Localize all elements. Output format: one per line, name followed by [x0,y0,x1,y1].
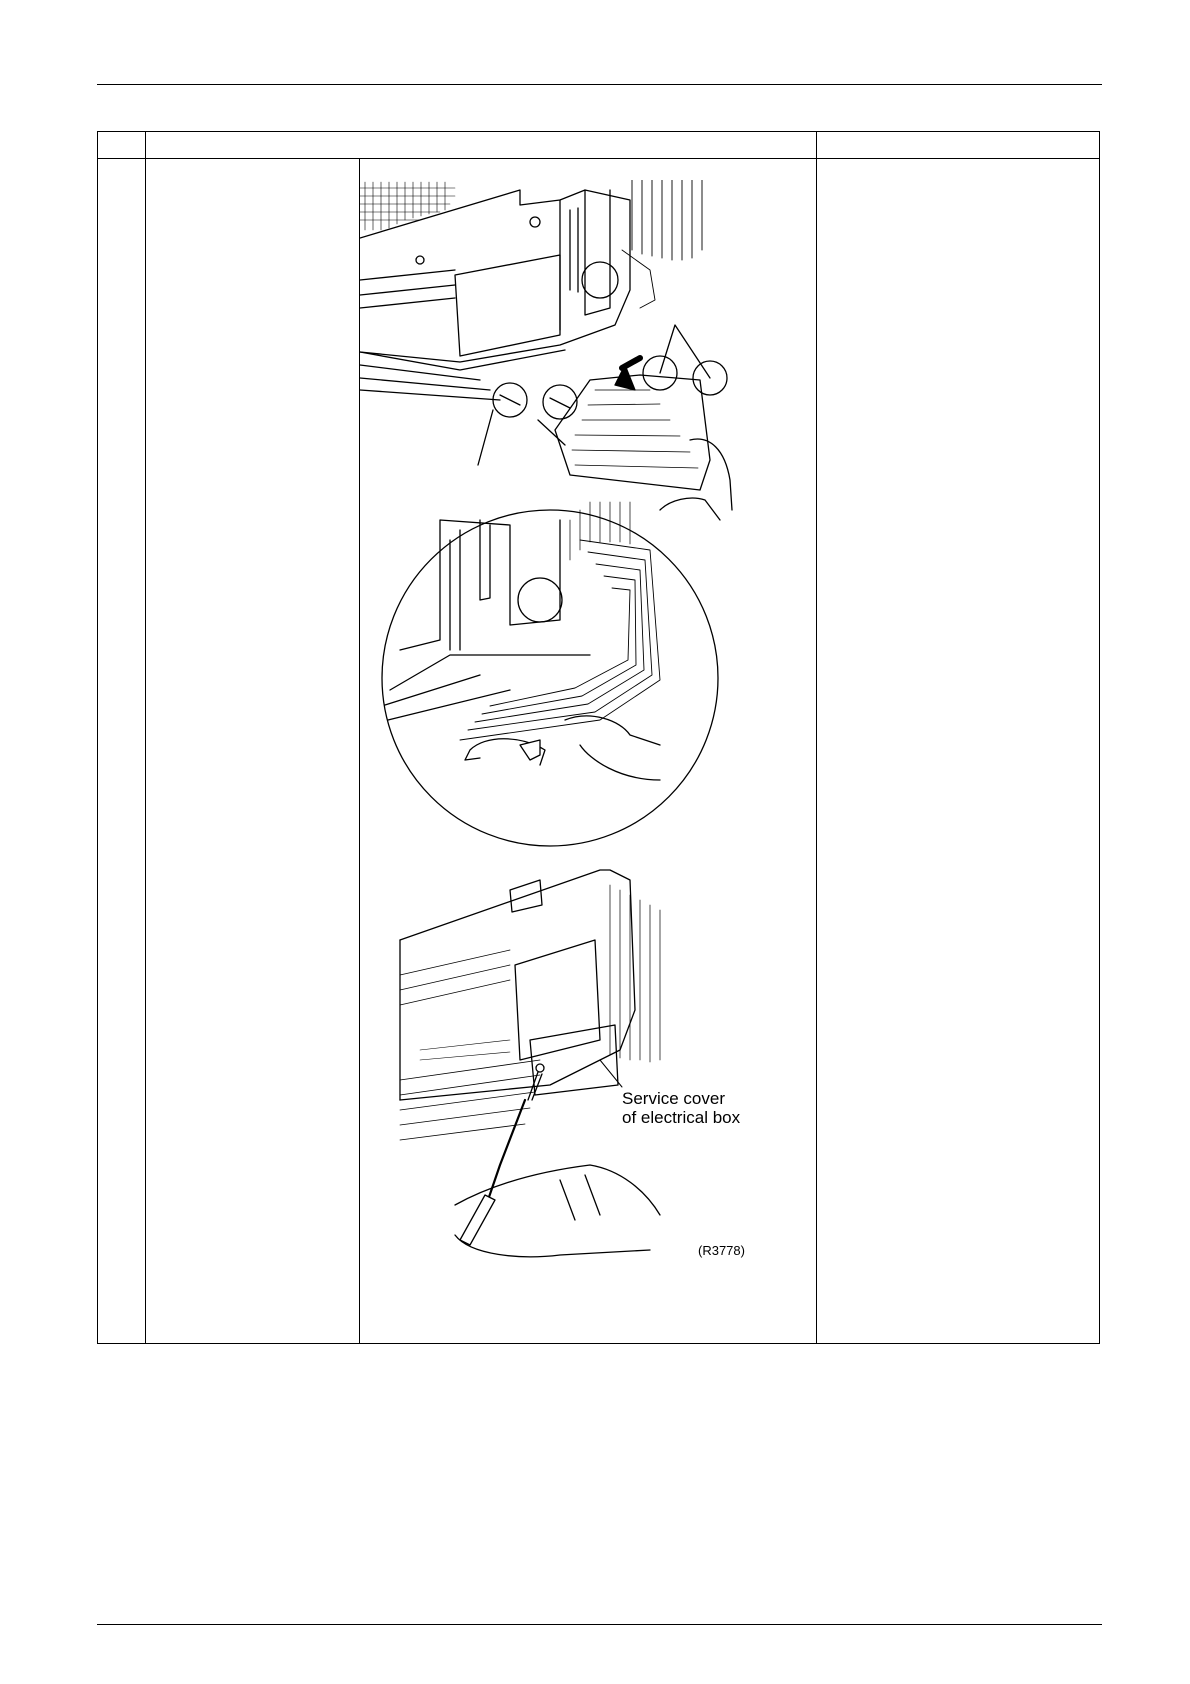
table-header-divider [98,158,1099,159]
service-cover-illustration [400,870,660,1257]
side-fins [622,180,702,308]
grille-slide-illustration [360,180,732,520]
hook-detail-illustration [382,502,718,846]
front-grille-panel [555,325,727,490]
intake-mesh [360,182,455,230]
step-column-divider [145,132,146,1343]
screw [536,1064,544,1072]
service-cover [530,1025,618,1095]
header-rule [97,84,1102,85]
hand-detail [565,716,660,780]
procedure-illustration [360,180,780,1340]
callout-electrical-box: of electrical box [622,1108,741,1127]
illustration-svg [360,180,780,1340]
footer-rule [97,1624,1102,1625]
hand-outline [660,439,732,520]
detail-circle [382,510,718,846]
figure-code: (R3778) [698,1243,745,1258]
points-column-divider [816,132,817,1343]
callout-service-cover: Service cover [622,1089,725,1108]
hinge-circle-right [543,385,577,419]
